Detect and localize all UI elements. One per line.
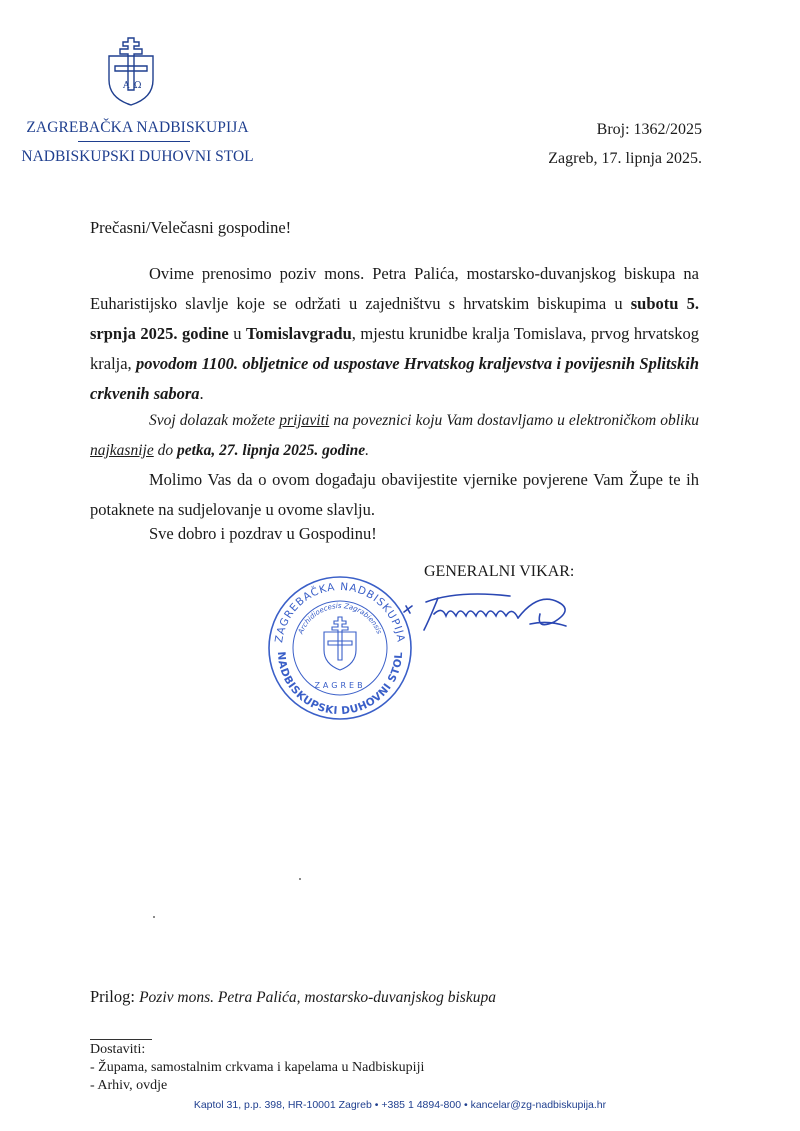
place-date: Zagreb, 17. lipnja 2025. [548, 150, 702, 167]
office-name: NADBISKUPSKI DUHOVNI STOL [21, 148, 254, 165]
scan-speck [153, 916, 155, 918]
svg-text:ZAGREBAČKA NADBISKUPIJA [273, 581, 407, 644]
handwritten-signature [398, 584, 584, 642]
body-paragraph-1: Ovime prenosimo poziv mons. Petra Palića, mostarsko-duvanjskog biskupa na Euharistijsko slavlje koje se održati u zajedništvu s hrvatskim biskupima u subotu 5. srpnja 2025. godine u Tomislavgradu, mjestu krunidbe kralja Tomislava, prvog hrvatskog kralja, povodom 1100. obljetnice od uspostave Hrvatskog kraljevstva i povijesnih Splitskih crkvenih sabora. [90, 264, 700, 403]
archdiocese-crest-logo [106, 36, 156, 106]
closing-line: Sve dobro i pozdrav u Gospodinu! [149, 524, 377, 543]
body-paragraph-3: Molimo Vas da o ovom događaju obavijestite vjernike povjerene Vam Župe te ih potaknete na sudjelovanje u ovome slavlju. [90, 470, 699, 519]
stamp-city: ZAGREB [314, 681, 366, 690]
official-stamp [266, 574, 414, 722]
svg-text:A: A [123, 81, 130, 91]
distribution-label: Dostaviti: [90, 1042, 146, 1057]
footer-contact: Kaptol 31, p.p. 398, HR-10001 Zagreb • +385 1 4894-800 • kancelar@zg-nadbiskupija.hr [193, 1099, 607, 1111]
stamp-outer-text: ZAGREBAČKA NADBISKUPIJA [273, 580, 407, 644]
distribution-item: - Župama, samostalnim crkvama i kapelama u Nadbiskupiji [90, 1060, 425, 1075]
header-divider [78, 141, 190, 142]
svg-text:Archidioecesis Zagrabiensis [296, 602, 383, 636]
svg-text:Ω: Ω [134, 81, 142, 91]
stamp-bottom-text: NADBISKUPSKI DUHOVNI STOL [274, 651, 406, 718]
salutation: Prečasni/Velečasni gospodine! [90, 218, 292, 237]
signatory-title: GENERALNI VIKAR: [424, 563, 575, 580]
organization-name: ZAGREBAČKA NADBISKUPIJA [26, 119, 249, 136]
scan-speck [299, 878, 301, 880]
reference-number: Broj: 1362/2025 [596, 121, 702, 138]
body-paragraph-2: Svoj dolazak možete prijaviti na poveznici koju Vam dostavljamo u elektroničkom obliku najkasnije do petka, 27. lipnja 2025. godine. [90, 412, 699, 459]
distribution-item: - Arhiv, ovdje [90, 1078, 168, 1093]
attachment-note: Prilog: Poziv mons. Petra Palića, mostarsko-duvanjskog biskupa [90, 987, 496, 1006]
distribution-divider [90, 1039, 152, 1040]
stamp-inner-text: Archidioecesis Zagrabiensis [296, 601, 384, 636]
